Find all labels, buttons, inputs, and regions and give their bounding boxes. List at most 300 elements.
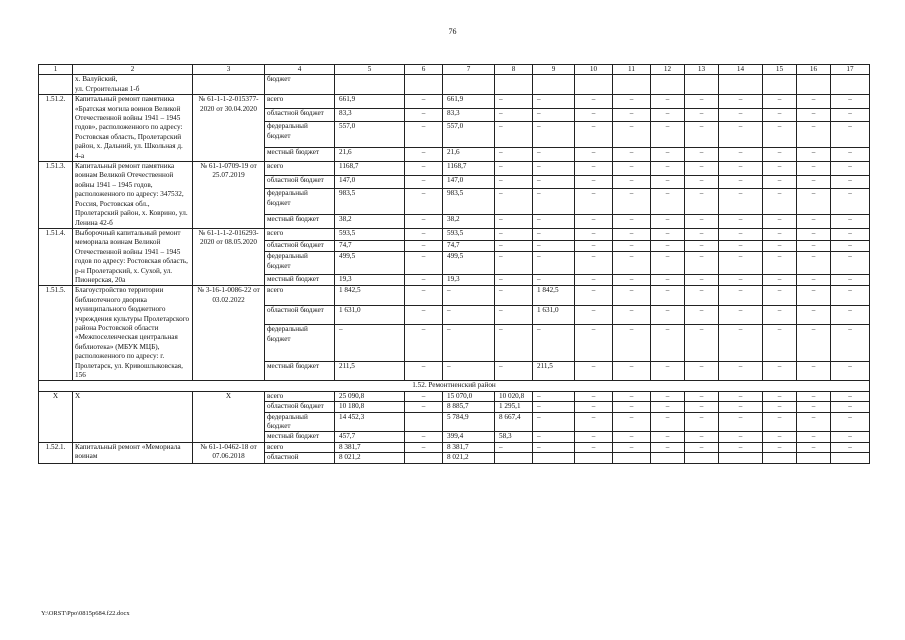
value-cell: – <box>685 240 719 252</box>
value-cell: – <box>797 175 831 189</box>
funding-source-cell: всего <box>265 442 335 452</box>
value-cell: 1168,7 <box>443 162 495 176</box>
value-cell: – <box>797 108 831 122</box>
value-cell <box>797 453 831 463</box>
value-cell: – <box>763 148 797 162</box>
value-cell: 1 631,0 <box>533 305 575 324</box>
value-cell: – <box>613 432 651 442</box>
value-cell: – <box>575 442 613 452</box>
value-cell: – <box>575 162 613 176</box>
value-cell: – <box>831 252 870 274</box>
document-cell: № 61-1-0462-18 от 07.06.2018 <box>193 442 265 463</box>
value-cell: 10 180,8 <box>335 402 405 412</box>
value-cell: – <box>763 442 797 452</box>
value-cell: 593,5 <box>443 228 495 240</box>
object-name-cell: х. Валуйский, ул. Строительная 1-б <box>73 75 193 95</box>
value-cell: – <box>685 402 719 412</box>
value-cell: – <box>719 228 763 240</box>
object-name-cell: Капитальный ремонт «Мемориала воинам <box>73 442 193 463</box>
value-cell: – <box>685 189 719 215</box>
header-cell: 8 <box>495 65 533 75</box>
value-cell: – <box>831 162 870 176</box>
value-cell: – <box>763 175 797 189</box>
table-row <box>39 391 870 401</box>
value-cell: – <box>495 189 533 215</box>
value-cell: – <box>613 325 651 362</box>
value-cell: – <box>685 175 719 189</box>
value-cell: 1 631,0 <box>335 305 405 324</box>
value-cell: – <box>831 215 870 229</box>
value-cell: 661,9 <box>443 95 495 109</box>
value-cell <box>575 453 613 463</box>
value-cell: – <box>797 122 831 148</box>
value-cell: – <box>495 274 533 286</box>
value-cell: – <box>575 228 613 240</box>
value-cell <box>495 75 533 95</box>
value-cell: – <box>831 362 870 381</box>
funding-source-cell: местный бюджет <box>265 432 335 442</box>
value-cell: – <box>533 432 575 442</box>
value-cell: – <box>613 252 651 274</box>
value-cell: – <box>831 148 870 162</box>
value-cell: 8 885,7 <box>443 402 495 412</box>
value-cell: – <box>763 391 797 401</box>
value-cell: – <box>613 362 651 381</box>
value-cell: – <box>651 162 685 176</box>
value-cell: 83,3 <box>443 108 495 122</box>
value-cell: – <box>533 402 575 412</box>
region-title: 1.52. Ремонтненский район <box>39 381 870 391</box>
value-cell <box>651 453 685 463</box>
value-cell: – <box>685 108 719 122</box>
funding-source-cell: всего <box>265 391 335 401</box>
value-cell: – <box>575 402 613 412</box>
funding-source-cell: областной бюджет <box>265 108 335 122</box>
value-cell: – <box>405 228 443 240</box>
value-cell: – <box>685 432 719 442</box>
value-cell: – <box>831 305 870 324</box>
value-cell: – <box>719 432 763 442</box>
value-cell: – <box>831 432 870 442</box>
document-cell: № 61-1-1-2-016293-2020 от 08.05.2020 <box>193 228 265 285</box>
value-cell: – <box>763 402 797 412</box>
value-cell: 8 021,2 <box>335 453 405 463</box>
value-cell: – <box>685 122 719 148</box>
value-cell: – <box>613 286 651 305</box>
value-cell: – <box>763 162 797 176</box>
value-cell: – <box>831 391 870 401</box>
value-cell: – <box>651 122 685 148</box>
value-cell: – <box>763 325 797 362</box>
value-cell: – <box>533 412 575 432</box>
value-cell: – <box>719 252 763 274</box>
value-cell: – <box>797 362 831 381</box>
table-row <box>39 228 870 240</box>
header-cell: 11 <box>613 65 651 75</box>
item-number-cell: 1.51.5. <box>39 286 73 381</box>
value-cell: – <box>797 442 831 452</box>
value-cell <box>831 75 870 95</box>
value-cell <box>719 453 763 463</box>
value-cell: – <box>831 412 870 432</box>
value-cell: – <box>651 442 685 452</box>
value-cell: 1168,7 <box>335 162 405 176</box>
value-cell: – <box>685 228 719 240</box>
value-cell: – <box>443 286 495 305</box>
value-cell: – <box>763 240 797 252</box>
value-cell: – <box>797 162 831 176</box>
value-cell: – <box>575 412 613 432</box>
value-cell: – <box>763 95 797 109</box>
value-cell: 593,5 <box>335 228 405 240</box>
value-cell: – <box>495 95 533 109</box>
value-cell: – <box>719 305 763 324</box>
value-cell: – <box>405 240 443 252</box>
header-cell: 16 <box>797 65 831 75</box>
value-cell: – <box>405 391 443 401</box>
value-cell: – <box>651 215 685 229</box>
value-cell: – <box>405 95 443 109</box>
funding-source-cell: областной <box>265 453 335 463</box>
value-cell: – <box>719 325 763 362</box>
value-cell: – <box>831 95 870 109</box>
value-cell: – <box>797 286 831 305</box>
value-cell: – <box>651 432 685 442</box>
region-heading-row <box>39 381 870 391</box>
value-cell: – <box>763 122 797 148</box>
value-cell: – <box>831 175 870 189</box>
value-cell: – <box>405 108 443 122</box>
value-cell: – <box>533 274 575 286</box>
value-cell: – <box>533 95 575 109</box>
item-number-cell: 1.51.4. <box>39 228 73 285</box>
value-cell: – <box>495 305 533 324</box>
value-cell: – <box>763 286 797 305</box>
value-cell: – <box>797 148 831 162</box>
value-cell: – <box>763 305 797 324</box>
value-cell: 5 784,9 <box>443 412 495 432</box>
value-cell: – <box>533 175 575 189</box>
table-row <box>39 75 870 95</box>
funding-source-cell: федеральный бюджет <box>265 412 335 432</box>
item-number-cell: 1.52.1. <box>39 442 73 463</box>
document-cell <box>193 75 265 95</box>
value-cell: 83,3 <box>335 108 405 122</box>
value-cell: – <box>763 108 797 122</box>
value-cell: 14 452,3 <box>335 412 405 432</box>
object-name-cell: Капитальный ремонт памятника воинам Великой Отечественной войны 1941 – 1945 годов, расположенного по адресу: 347532, Россия, Ростовская обл., Пролетарский район, х. Коврино, ул. Ленина 42-б <box>73 162 193 229</box>
value-cell: – <box>685 442 719 452</box>
header-cell: 17 <box>831 65 870 75</box>
value-cell: 8 667,4 <box>495 412 533 432</box>
value-cell: 557,0 <box>335 122 405 148</box>
value-cell: – <box>613 108 651 122</box>
value-cell: 38,2 <box>335 215 405 229</box>
value-cell: – <box>443 325 495 362</box>
value-cell: – <box>719 189 763 215</box>
value-cell: – <box>651 391 685 401</box>
value-cell: – <box>575 240 613 252</box>
value-cell: – <box>495 162 533 176</box>
value-cell: – <box>613 391 651 401</box>
value-cell: – <box>335 325 405 362</box>
value-cell: 147,0 <box>335 175 405 189</box>
funding-source-cell: областной бюджет <box>265 402 335 412</box>
value-cell: – <box>405 122 443 148</box>
value-cell: – <box>651 325 685 362</box>
value-cell: 457,7 <box>335 432 405 442</box>
value-cell: – <box>685 274 719 286</box>
value-cell: – <box>719 108 763 122</box>
value-cell: – <box>797 402 831 412</box>
value-cell <box>651 75 685 95</box>
value-cell: – <box>831 189 870 215</box>
funding-source-cell: областной бюджет <box>265 305 335 324</box>
value-cell: – <box>719 95 763 109</box>
item-number-cell <box>39 75 73 95</box>
value-cell: 38,2 <box>443 215 495 229</box>
value-cell: 983,5 <box>335 189 405 215</box>
value-cell: – <box>613 122 651 148</box>
header-cell: 9 <box>533 65 575 75</box>
value-cell: – <box>495 108 533 122</box>
value-cell: – <box>831 402 870 412</box>
value-cell: – <box>575 362 613 381</box>
value-cell: – <box>797 252 831 274</box>
value-cell: 8 381,7 <box>335 442 405 452</box>
object-name-cell: Благоустройство территории библиотечного дворика муниципального бюджетного учреждения культуры Пролетарского района Ростовской области «Межпоселенческая центральная библиотека» (МБУК МЦБ), расположенного по адресу: г. Пролетарск, ул. Кривошлыковская, 156 <box>73 286 193 381</box>
value-cell: – <box>613 240 651 252</box>
value-cell: – <box>405 402 443 412</box>
file-path-footer: Y:\ORST\Ppo\0815p684.f22.docx <box>41 610 130 617</box>
header-cell: 6 <box>405 65 443 75</box>
funding-source-cell: местный бюджет <box>265 215 335 229</box>
value-cell: – <box>685 148 719 162</box>
value-cell: – <box>613 148 651 162</box>
value-cell: – <box>831 228 870 240</box>
value-cell: 21,6 <box>443 148 495 162</box>
table-row <box>39 442 870 452</box>
value-cell: – <box>405 305 443 324</box>
header-cell: 4 <box>265 65 335 75</box>
object-name-cell: Капитальный ремонт памятника «Братская могила воинов Великой Отечественной войны 1941 – 1945 годов», расположенного по адресу: Ростовская область, Пролетарский район, х. Дальний, ул. Школьная д. 4-а <box>73 95 193 162</box>
value-cell: – <box>797 240 831 252</box>
document-cell: Х <box>193 391 265 442</box>
funding-source-cell: всего <box>265 95 335 109</box>
value-cell: – <box>533 148 575 162</box>
value-cell: – <box>831 325 870 362</box>
header-cell: 2 <box>73 65 193 75</box>
value-cell: – <box>719 391 763 401</box>
value-cell: 19,3 <box>335 274 405 286</box>
value-cell <box>495 453 533 463</box>
value-cell: – <box>575 108 613 122</box>
value-cell: – <box>495 252 533 274</box>
value-cell: – <box>651 362 685 381</box>
value-cell: – <box>651 108 685 122</box>
value-cell: – <box>443 305 495 324</box>
item-number-cell: 1.51.2. <box>39 95 73 162</box>
value-cell: – <box>495 325 533 362</box>
value-cell: 21,6 <box>335 148 405 162</box>
value-cell: – <box>719 122 763 148</box>
value-cell: – <box>575 122 613 148</box>
value-cell: – <box>685 286 719 305</box>
value-cell: – <box>831 122 870 148</box>
value-cell <box>763 453 797 463</box>
value-cell: – <box>651 274 685 286</box>
value-cell: – <box>797 305 831 324</box>
value-cell: – <box>797 274 831 286</box>
value-cell: – <box>405 325 443 362</box>
value-cell <box>533 453 575 463</box>
value-cell: 74,7 <box>443 240 495 252</box>
value-cell: – <box>763 274 797 286</box>
value-cell: – <box>613 95 651 109</box>
value-cell: – <box>831 286 870 305</box>
value-cell: – <box>575 252 613 274</box>
item-number-cell: Х <box>39 391 73 442</box>
value-cell: – <box>575 391 613 401</box>
funding-source-cell: всего <box>265 162 335 176</box>
value-cell: – <box>651 252 685 274</box>
value-cell: – <box>719 274 763 286</box>
value-cell: 211,5 <box>533 362 575 381</box>
value-cell: – <box>763 432 797 442</box>
value-cell: – <box>613 442 651 452</box>
value-cell: – <box>575 148 613 162</box>
value-cell: – <box>685 305 719 324</box>
value-cell <box>405 453 443 463</box>
value-cell: – <box>495 148 533 162</box>
table-row <box>39 95 870 109</box>
value-cell: – <box>651 228 685 240</box>
value-cell <box>685 75 719 95</box>
value-cell: 147,0 <box>443 175 495 189</box>
value-cell: – <box>575 305 613 324</box>
value-cell: – <box>831 442 870 452</box>
value-cell: – <box>405 274 443 286</box>
value-cell <box>613 453 651 463</box>
header-cell: 12 <box>651 65 685 75</box>
value-cell: – <box>613 412 651 432</box>
object-name-cell: Х <box>73 391 193 442</box>
value-cell: – <box>831 108 870 122</box>
value-cell: – <box>613 162 651 176</box>
value-cell: – <box>405 252 443 274</box>
value-cell: – <box>405 189 443 215</box>
value-cell: – <box>533 240 575 252</box>
document-cell: № 3-16-1-0086-22 от 03.02.2022 <box>193 286 265 381</box>
value-cell: – <box>797 215 831 229</box>
funding-source-cell: федеральный бюджет <box>265 252 335 274</box>
value-cell: – <box>575 189 613 215</box>
value-cell: – <box>763 228 797 240</box>
value-cell <box>335 75 405 95</box>
value-cell: – <box>495 215 533 229</box>
value-cell: – <box>443 362 495 381</box>
value-cell: 499,5 <box>443 252 495 274</box>
table-row <box>39 286 870 305</box>
value-cell: – <box>495 442 533 452</box>
value-cell: – <box>405 442 443 452</box>
value-cell: – <box>719 215 763 229</box>
header-cell: 3 <box>193 65 265 75</box>
value-cell: – <box>763 412 797 432</box>
header-cell: 1 <box>39 65 73 75</box>
value-cell: 661,9 <box>335 95 405 109</box>
funding-source-cell: местный бюджет <box>265 274 335 286</box>
value-cell: – <box>613 228 651 240</box>
value-cell: – <box>651 95 685 109</box>
value-cell: 1 842,5 <box>335 286 405 305</box>
value-cell: – <box>797 228 831 240</box>
value-cell: – <box>613 189 651 215</box>
value-cell: – <box>533 108 575 122</box>
value-cell: – <box>797 412 831 432</box>
value-cell: – <box>763 362 797 381</box>
header-cell: 14 <box>719 65 763 75</box>
value-cell: – <box>831 274 870 286</box>
value-cell: – <box>719 286 763 305</box>
value-cell: 1 842,5 <box>533 286 575 305</box>
item-number-cell: 1.51.3. <box>39 162 73 229</box>
funding-source-cell: всего <box>265 228 335 240</box>
value-cell: – <box>685 391 719 401</box>
value-cell: 211,5 <box>335 362 405 381</box>
value-cell: 983,5 <box>443 189 495 215</box>
table-row <box>39 162 870 176</box>
value-cell: – <box>495 228 533 240</box>
value-cell: – <box>719 162 763 176</box>
value-cell: – <box>533 162 575 176</box>
value-cell: – <box>495 175 533 189</box>
value-cell: – <box>685 215 719 229</box>
value-cell: – <box>685 252 719 274</box>
value-cell <box>405 75 443 95</box>
value-cell: – <box>651 286 685 305</box>
value-cell: – <box>613 402 651 412</box>
funding-source-cell: бюджет <box>265 75 335 95</box>
value-cell: – <box>763 215 797 229</box>
value-cell: – <box>533 189 575 215</box>
value-cell <box>797 75 831 95</box>
header-cell: 5 <box>335 65 405 75</box>
financing-table <box>38 64 870 464</box>
value-cell: – <box>651 189 685 215</box>
value-cell: – <box>533 442 575 452</box>
value-cell: – <box>685 362 719 381</box>
value-cell <box>533 75 575 95</box>
value-cell: – <box>651 240 685 252</box>
value-cell: 557,0 <box>443 122 495 148</box>
value-cell: – <box>719 240 763 252</box>
value-cell <box>719 75 763 95</box>
value-cell: – <box>685 412 719 432</box>
value-cell: – <box>719 402 763 412</box>
value-cell: – <box>651 175 685 189</box>
value-cell: – <box>533 228 575 240</box>
value-cell: – <box>685 95 719 109</box>
value-cell: – <box>533 215 575 229</box>
header-cell: 15 <box>763 65 797 75</box>
value-cell: – <box>651 148 685 162</box>
funding-source-cell: местный бюджет <box>265 362 335 381</box>
value-cell: – <box>405 148 443 162</box>
value-cell: 399,4 <box>443 432 495 442</box>
value-cell <box>613 75 651 95</box>
value-cell: – <box>613 305 651 324</box>
